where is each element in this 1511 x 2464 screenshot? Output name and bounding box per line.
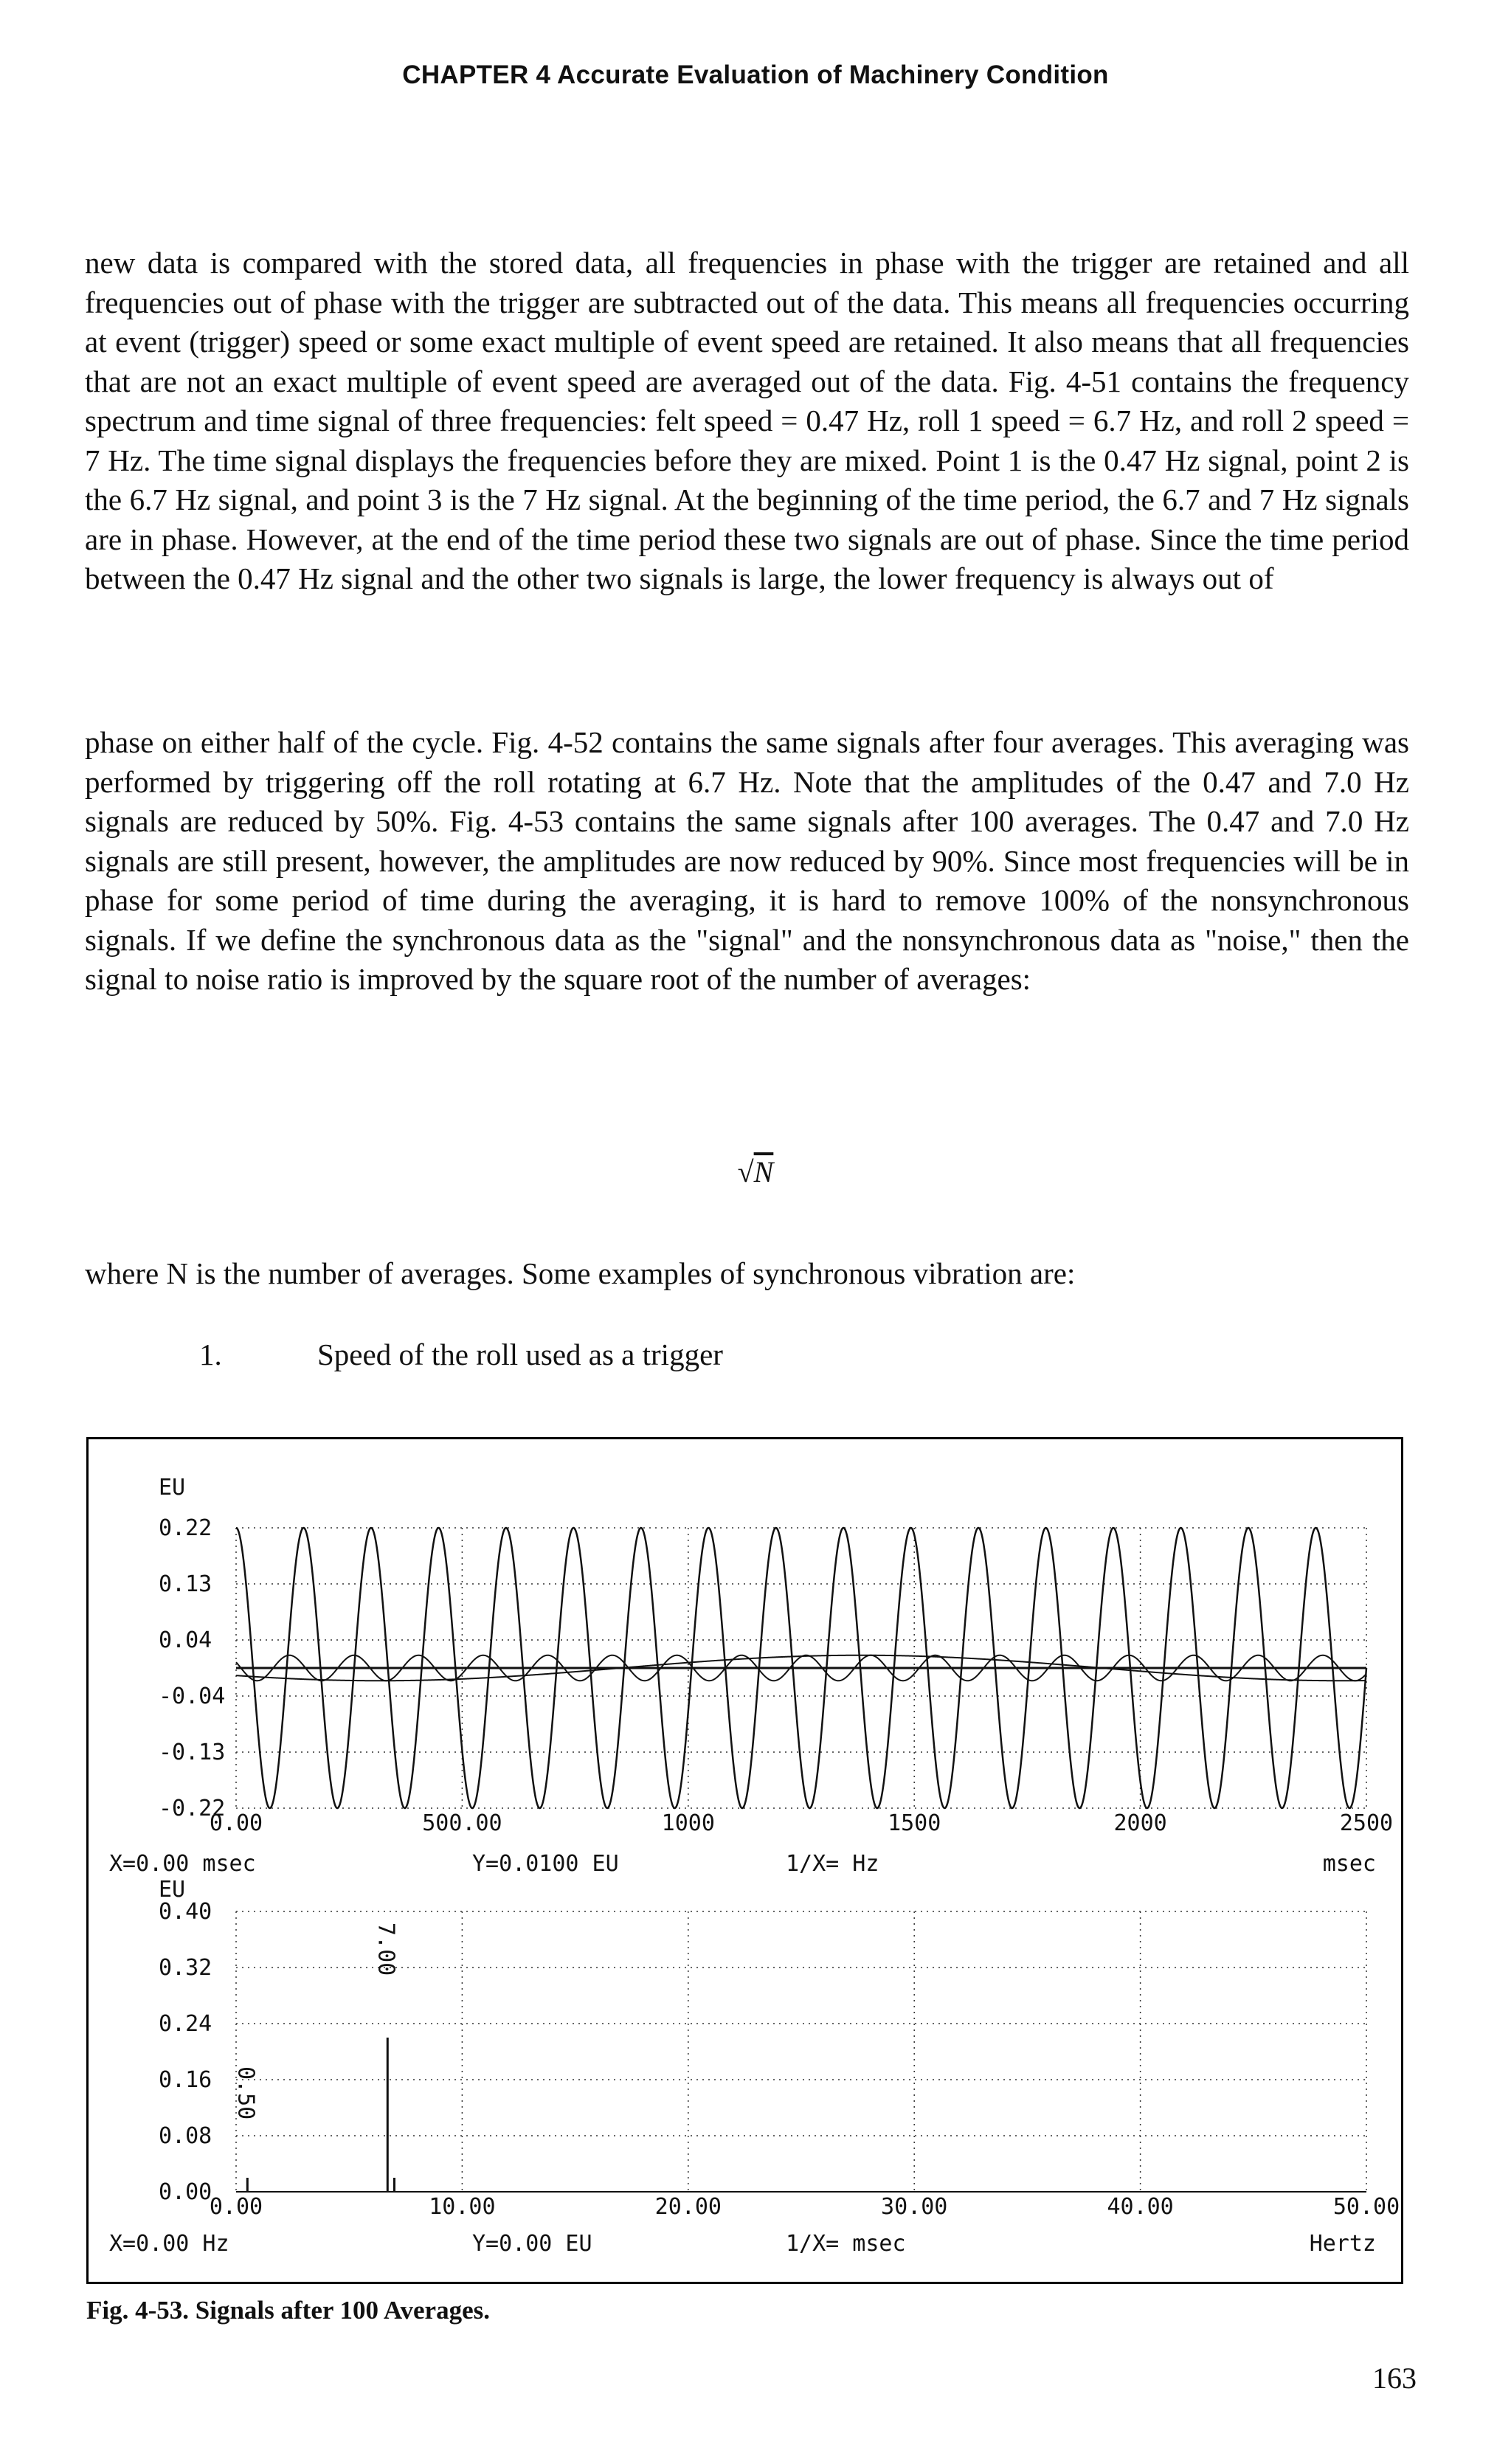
time-plot-x-tick-label: 2500 (1339, 1810, 1394, 1836)
time-plot-y-tick-label: 0.04 (159, 1627, 212, 1653)
time-plot-x-tick-label: 0.00 (209, 1810, 263, 1836)
time-plot-x-tick-label: 1500 (888, 1810, 941, 1836)
radical-sign: √ (737, 1155, 754, 1188)
body-paragraph-2: phase on either half of the cycle. Fig. 4-52 contains the same signals after four averages. This averaging was performed by triggering off the roll rotating at 6.7 Hz. Note that the amplitudes of the 0.47 and 7.0 Hz signals are reduced by 50%. Fig. 4-53 contains the same signals after 100 averages. The 0.47 and 7.0 Hz signals are still present, however, the amplitudes are now reduced by 90%. Since most frequencies will be in phase for some period of time during the averaging, it is hard to remove 100% of the nonsynchronous signals. If we define the synchronous data as the "signal" and the nonsynchronous data as "noise," then the signal to noise ratio is improved by the square root of the number of averages: (85, 725, 1409, 996)
time-plot-unit-label: EU (159, 1475, 186, 1501)
spectrum-readout-x: X=0.00 Hz (109, 2231, 229, 2257)
spectrum-peak-label-low: 0.50 (232, 2066, 259, 2120)
page-number: 163 (1372, 2361, 1417, 2395)
body-paragraph-3: where N is the number of averages. Some examples of synchronous vibration are: (85, 1256, 1076, 1290)
time-plot-x-unit: msec (1322, 1851, 1376, 1877)
spectrum-y-tick-label: 0.00 (159, 2179, 212, 2205)
spectrum-y-tick-label: 0.16 (159, 2067, 212, 2093)
time-plot-x-tick-label: 2000 (1113, 1810, 1167, 1836)
spectrum-x-tick-label: 40.00 (1107, 2194, 1174, 2220)
time-plot-readout-inverse: 1/X= Hz (786, 1851, 879, 1877)
running-header: CHAPTER 4 Accurate Evaluation of Machinery Condition (402, 60, 1109, 89)
spectrum-x-tick-label: 20.00 (654, 2194, 722, 2220)
spectrum-x-tick-label: 0.00 (209, 2194, 263, 2220)
sqrt-n-formula (0, 1155, 1511, 1189)
spectrum-peak-label-high: 7.00 (373, 1923, 399, 1976)
time-plot-readout-y: Y=0.0100 EU (472, 1851, 619, 1877)
figure-frame (86, 1437, 1403, 2284)
spectrum-x-tick-label: 10.00 (429, 2194, 496, 2220)
spectrum-plot-unit-label: EU (159, 1877, 186, 1903)
formula-variable: N (753, 1155, 774, 1188)
body-paragraph-1: new data is compared with the stored data, all frequencies in phase with the trigger are retained and all frequencies out of phase with the trigger are subtracted out of the data. This means all frequencies occurring at event (trigger) speed or some exact multiple of event speed are retained. It also means that all frequencies that are not an exact multiple of event speed are averaged out of the data. Fig. 4-51 contains the frequency spectrum and time signal of three frequencies: felt speed = 0.47 Hz, roll 1 speed = 6.7 Hz, and roll 2 speed = 7 Hz. The time signal displays the frequencies before they are mixed. Point 1 is the 0.47 Hz signal, point 2 is the 6.7 Hz signal, and point 3 is the 7 Hz signal. At the beginning of the time period, the 6.7 and 7 Hz signals are in phase. However, at the end of the time period these two signals are out of phase. Since the time period between the 0.47 Hz signal and the other two signals is large, the lower frequency is always out of (85, 246, 1409, 595)
time-plot-y-tick-label: -0.04 (159, 1683, 226, 1709)
time-plot-x-tick-label: 1000 (661, 1810, 715, 1836)
spectrum-x-unit: Hertz (1309, 2231, 1376, 2257)
figure-caption: Fig. 4-53. Signals after 100 Averages. (86, 2296, 490, 2325)
list-item-text: Speed of the roll used as a trigger (317, 1337, 723, 1371)
time-plot-y-tick-label: 0.13 (159, 1571, 212, 1597)
spectrum-readout-inverse: 1/X= msec (786, 2231, 906, 2257)
time-plot-y-tick-label: -0.22 (159, 1796, 226, 1821)
spectrum-y-tick-label: 0.08 (159, 2123, 212, 2149)
figure-plots (89, 1439, 1401, 2282)
time-plot-y-tick-label: -0.13 (159, 1740, 226, 1765)
spectrum-readout-y: Y=0.00 EU (472, 2231, 592, 2257)
list-item-number: 1. (199, 1337, 222, 1371)
time-plot-y-tick-label: 0.22 (159, 1515, 212, 1541)
spectrum-y-tick-label: 0.32 (159, 1955, 212, 1981)
spectrum-x-tick-label: 50.00 (1332, 2194, 1400, 2220)
spectrum-y-tick-label: 0.24 (159, 2011, 212, 2037)
time-plot-readout-x: X=0.00 msec (109, 1851, 256, 1877)
time-plot-x-tick-label: 500.00 (422, 1810, 502, 1836)
spectrum-y-tick-label: 0.40 (159, 1899, 212, 1925)
spectrum-x-tick-label: 30.00 (881, 2194, 948, 2220)
